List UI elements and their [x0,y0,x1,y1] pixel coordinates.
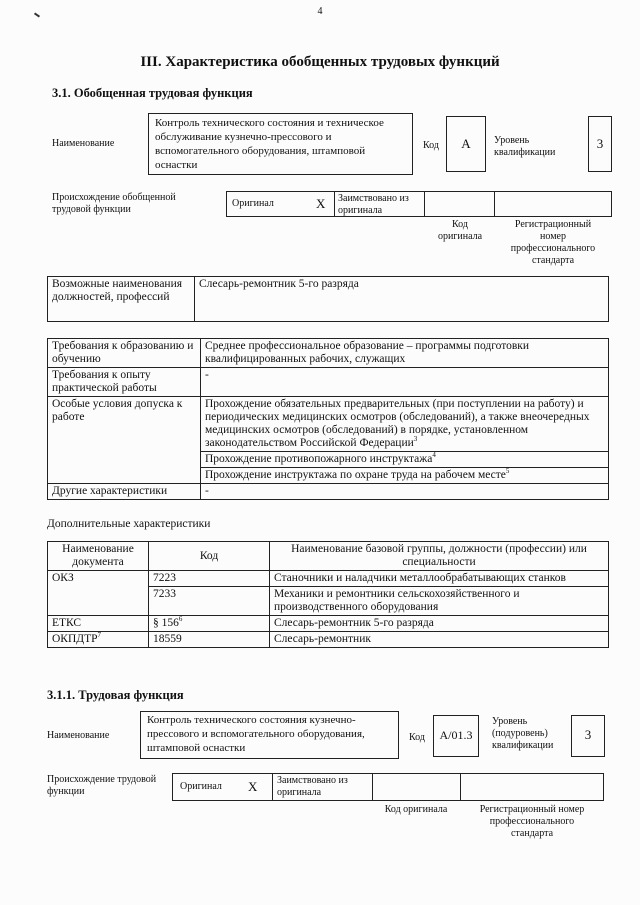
special-condition-1 [201,397,609,452]
footnote-6: 6 [178,615,183,624]
etks-code [149,616,270,632]
gtf-level-box [588,116,612,172]
tf-name-value: Контроль технического состояния кузнечно-прессового и вспомогательного оборудования, штамповой оснастки [147,714,365,754]
header-document: Наименование документа [48,542,149,571]
tf-origin-label: Происхождение трудовой функции [47,774,157,797]
tf-level-box [571,715,605,757]
gtf-name-box [148,113,413,175]
special-condition-1-text: Прохождение обязательных предварительных (при поступлении на работу) и периодических медицинских осмотров (обследований), а также внеочередных медицинских осмотров (обследований) в порядке, установленном законодательством Российской Федерации [205,398,590,449]
okz-code-2: 7233 [149,587,270,616]
section-title: III. Характеристика обобщенных трудовых функций [140,54,500,70]
special-condition-2-text: Прохождение противопожарного инструктажа [205,453,433,465]
tf-divider-1 [272,773,273,801]
footnote-7: 7 [97,631,102,640]
gtf-reg-number-caption: Регистрационный номер профессионального стандарта [510,219,596,266]
okpdtr-name: Слесарь-ремонтник [270,632,609,648]
gtf-origin-label: Происхождение обобщенной трудовой функции [52,192,176,215]
gtf-level-value: 3 [596,136,604,151]
gtf-divider-1 [334,191,335,217]
experience-value: - [201,368,609,397]
tf-code-value: A/01.3 [439,728,473,742]
tf-name-label: Наименование [47,730,110,741]
header-group-name: Наименование базовой группы, должности (профессии) или специальности [270,542,609,571]
footnote-3: 3 [413,435,418,444]
gtf-divider-3 [494,191,495,217]
tf-reg-number-caption: Регистрационный номер профессионального стандарта [479,804,585,839]
tf-divider-2 [372,773,373,801]
footnote-5: 5 [505,467,510,476]
page-number: 4 [317,6,323,17]
tf-original-label: Оригинал [180,781,222,792]
tf-divider-3 [460,773,461,801]
etks-label: ЕТКС [48,616,149,632]
tf-code-original-caption: Код оригинала [384,804,448,815]
okz-label: ОКЗ [48,571,149,616]
labor-function-heading: 3.1.1. Трудовая функция [47,688,184,702]
tf-code-label: Код [409,732,425,743]
tf-level-value: 3 [584,727,592,742]
gtf-original-label: Оригинал [232,198,274,209]
gtf-name-value: Контроль технического состояния и техническое обслуживание кузнечно-прессового и вспомогательного оборудования, штамповой оснастки [155,117,384,171]
special-condition-2 [201,452,609,468]
generalized-function-heading: 3.1. Обобщенная трудовая функция [52,86,253,100]
footnote-4: 4 [432,451,436,460]
positions-label: Возможные наименования должностей, профессий [48,277,195,322]
gtf-divider-2 [424,191,425,217]
okz-name-2: Механики и ремонтники сельскохозяйственного и производственного оборудования [270,587,609,616]
positions-value: Слесарь-ремонтник 5-го разряда [195,277,609,322]
tf-code-box [433,715,479,757]
gtf-code-original-caption: Код оригинала [437,219,483,242]
education-label: Требования к образованию и обучению [48,339,201,368]
okpdtr-code: 18559 [149,632,270,648]
okpdtr-label-text: ОКПДТР [52,633,98,645]
etks-name: Слесарь-ремонтник 5-го разряда [270,616,609,632]
gtf-original-mark: X [316,196,326,211]
education-value: Среднее профессиональное образование – программы подготовки квалифицированных рабочих, служащих [201,339,609,368]
gtf-level-label: Уровень квалификации [494,135,556,158]
special-condition-3-text: Прохождение инструктажа по охране труда на рабочем месте [205,469,506,481]
other-characteristics-label: Другие характеристики [48,484,201,500]
okz-name-1: Станочники и наладчики металлообрабатывающих станков [270,571,609,587]
tf-borrowed-label: Заимствовано из оригинала [277,775,348,798]
tf-level-label: Уровень (подуровень) квалификации [492,716,554,751]
gtf-name-label: Наименование [52,138,115,149]
okz-code-1: 7223 [149,571,270,587]
tf-origin-row [172,773,604,801]
header-code: Код [149,542,270,571]
special-conditions-label: Особые условия допуска к работе [48,397,201,484]
gtf-code-box [446,116,486,172]
tf-original-mark: X [248,779,258,794]
experience-label: Требования к опыту практической работы [48,368,201,397]
other-characteristics-value: - [201,484,609,500]
additional-title: Дополнительные характеристики [47,518,211,530]
okpdtr-label [48,632,149,648]
special-condition-3 [201,468,609,484]
etks-code-text: § 156 [153,617,179,629]
tf-name-box [140,711,399,759]
positions-table [47,276,609,322]
gtf-code-label: Код [423,140,439,151]
requirements-table [47,338,609,500]
gtf-code-value: А [461,136,471,151]
gtf-borrowed-label: Заимствовано из оригинала [338,193,409,216]
additional-table [47,541,609,648]
